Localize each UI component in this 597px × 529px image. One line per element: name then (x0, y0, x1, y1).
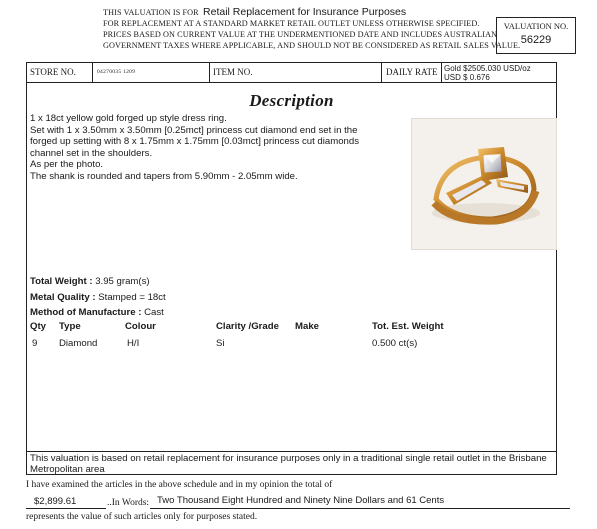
total-weight-label: Total Weight : (30, 276, 93, 287)
in-words-label: ..In Words: (107, 498, 150, 508)
stone-qty: 9 (32, 338, 38, 349)
description-line: Set with 1 x 3.50mm x 3.50mm [0.25mct] princess cut diamond end set in the (30, 124, 358, 136)
amount-underline (26, 508, 106, 509)
info-row (27, 63, 556, 83)
metal-quality-row (30, 292, 166, 303)
footer-note: This valuation is based on retail replacement for insurance purposes only in a traditional single retail outlet in the Brisbane Metropolitan area (30, 453, 547, 475)
daily-rate-label: DAILY RATE (386, 67, 438, 77)
description-title: Description (249, 91, 334, 110)
method-row (30, 307, 164, 318)
metal-quality-value: Stamped = 18ct (98, 292, 166, 303)
method-value: Cast (144, 307, 164, 318)
stone-colour: H/I (127, 338, 140, 349)
certification-line-1: I have examined the articles in the above schedule and in my opinion the total of (26, 480, 333, 490)
col-qty: Qty (30, 321, 46, 332)
stone-weight: 0.500 ct(s) (372, 338, 418, 349)
col-clarity: Clarity /Grade (216, 321, 279, 332)
valuation-number-label: VALUATION NO. (503, 21, 569, 31)
stone-clarity: Si (216, 338, 225, 349)
metal-quality-label: Metal Quality : (30, 292, 96, 303)
header-line-4: GOVERNMENT TAXES WHERE APPLICABLE, AND SHOULD NOT BE CONSIDERED AS RETAIL SALES VALUE. (103, 41, 521, 50)
description-line: 1 x 18ct yellow gold forged up style dress ring. (30, 113, 227, 124)
col-type: Type (59, 321, 81, 332)
gold-rate: Gold $2505.030 USD/oz (444, 64, 531, 73)
words-underline (150, 508, 570, 509)
store-no-value: 04270035 1209 (97, 69, 136, 75)
certification-line-3: represents the value of such articles only for purposes stated. (26, 512, 258, 522)
item-no-cell (210, 63, 382, 82)
total-weight-row (30, 276, 150, 287)
stone-type: Diamond (59, 338, 98, 349)
header-line-3: PRICES BASED ON CURRENT VALUE AT THE UNDERMENTIONED DATE AND INCLUDES AUSTRALIAN (103, 30, 498, 39)
amount-in-words: Two Thousand Eight Hundred and Ninety Nine Dollars and 61 Cents (157, 495, 445, 506)
usd-rate: USD $ 0.676 (444, 73, 490, 82)
valuation-number-box (496, 17, 576, 54)
valuation-form (26, 62, 557, 475)
store-no-label: STORE NO. (30, 67, 76, 77)
col-weight: Tot. Est. Weight (372, 321, 444, 332)
col-make: Make (295, 321, 319, 332)
daily-rate-values (444, 64, 531, 82)
store-no-cell (27, 63, 93, 82)
description-text (30, 113, 402, 183)
daily-rate-cell (382, 63, 442, 82)
ring-illustration (412, 119, 556, 249)
valuation-purpose: Retail Replacement for Insurance Purposes (203, 6, 407, 18)
total-weight-value: 3.95 gram(s) (95, 276, 150, 287)
description-line: As per the photo. (30, 159, 104, 171)
col-colour: Colour (125, 321, 156, 332)
description-line: The shank is rounded and tapers from 5.90mm - 2.05mm wide. (30, 170, 298, 182)
item-no-label: ITEM NO. (213, 67, 253, 77)
valuation-number: 56229 (520, 34, 552, 46)
footer-note-box (27, 451, 556, 475)
ring-photo (411, 118, 557, 250)
valuation-is-for-label: THIS VALUATION IS FOR Retail Replacement for Insurance Purposes (103, 6, 407, 18)
header-line-2: FOR REPLACEMENT AT A STANDARD MARKET RETAIL OUTLET UNLESS OTHERWISE SPECIFIED. (103, 19, 480, 28)
method-label: Method of Manufacture : (30, 307, 142, 318)
description-line: forged up setting with 8 x 1.75mm x 1.75mm [0.03mct] princess cut diamonds (30, 136, 360, 148)
store-no-value-cell (93, 63, 210, 82)
description-line: channel set in the shoulders. (30, 147, 153, 159)
total-amount: $2,899.61 (34, 496, 77, 507)
